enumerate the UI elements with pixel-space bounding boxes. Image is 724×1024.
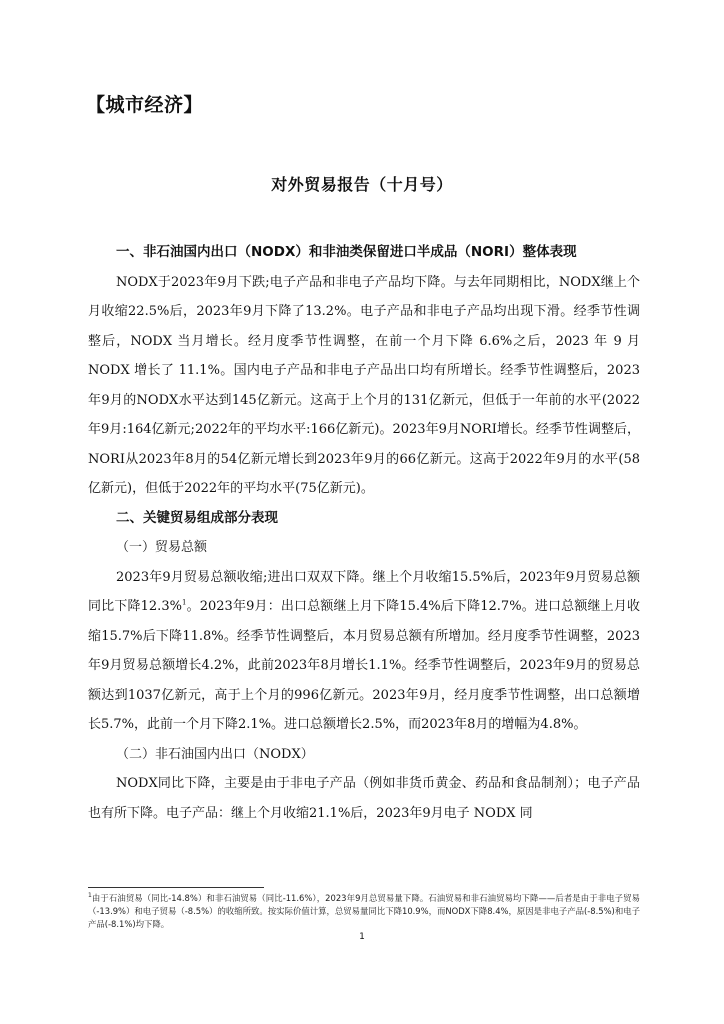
section1-heading: 一、非石油国内出口（NODX）和非油类保留进口半成品（NORI）整体表现	[116, 244, 577, 260]
section-tag: 【城市经济】	[86, 94, 204, 116]
footnote-reference[interactable]: 1	[181, 598, 187, 607]
document-body	[88, 238, 640, 828]
subsection1-paragraph	[88, 563, 640, 740]
page-number: 1	[359, 932, 365, 942]
subsection1-label: （一）贸易总额	[116, 540, 208, 555]
subsection2-label: （二）非石油国内出口（NODX）	[116, 746, 314, 762]
footnote	[88, 892, 640, 931]
footnote-text: 由于石油贸易（同比-14.8%）和非石油贸易（同比-11.6%），2023年9月总贸易量下降。石油贸易和非石油贸易均下降——后者是由于非电子贸易（-13.9%）和电子贸易（-8.5%）的收缩所致。按实际价值计算，总贸易量同比下降10.9%，而NODX下降8.4%，原因是非电子产品(-8.5%)和电子产品(-8.1%)均下降。	[88, 893, 640, 929]
subsection1-text-part1: 2023年9月贸易总额收缩;进出口双双下降。继上个月收缩15.5%后，2023年9月贸易总额同比下降12.3%	[88, 569, 640, 614]
footnote-marker: 1	[88, 892, 92, 900]
footnote-separator	[88, 887, 264, 888]
section1-paragraph: NODX于2023年9月下跌;电子产品和非电子产品均下降。与去年同期相比，NODX继上个月收缩22.5%后，2023年9月下降了13.2%。电子产品和非电子产品均出现下滑。经季节性调整后，NODX 当月增长。经月度季节性调整，在前一个月下降 6.6%之后，2023 年 9 月 NODX 增长了 11.1%。国内电子产品和非电子产品出口均有所增长。经季节性调整后，2023年9月的NODX水平达到145亿新元。这高于上个月的131亿新元，但低于一年前的水平(2022年9月:164亿新元;2022年的平均水平:166亿新元)。2023年9月NORI增长。经季节性调整后，NORI从2023年8月的54亿新元增长到2023年9月的66亿新元。这高于2022年9月的水平(58亿新元)，但低于2022年的平均水平(75亿新元)。	[88, 274, 640, 496]
document-title: 对外贸易报告（十月号）	[271, 175, 453, 194]
section2-heading: 二、关键贸易组成部分表现	[116, 509, 278, 526]
subsection2-paragraph: NODX同比下降，主要是由于非电子产品（例如非货币黄金、药品和食品制剂）；电子产品也有所下降。电子产品：继上个月收缩21.1%后，2023年9月电子 NODX 同	[88, 776, 640, 821]
subsection1-text-part2: 。2023年9月：出口总额继上月下降15.4%后下降12.7%。进口总额继上月收缩15.7%后下降11.8%。经季节性调整后，本月贸易总额有所增加。经月度季节性调整，2023年9月贸易总额增长4.2%，此前2023年8月增长1.1%。经季节性调整后，2023年9月的贸易总额达到1037亿新元，高于上个月的996亿新元。2023年9月，经月度季节性调整，出口总额增长5.7%，此前一个月下降2.1%。进口总额增长2.5%，而2023年8月的增幅为4.8%。	[88, 599, 640, 732]
